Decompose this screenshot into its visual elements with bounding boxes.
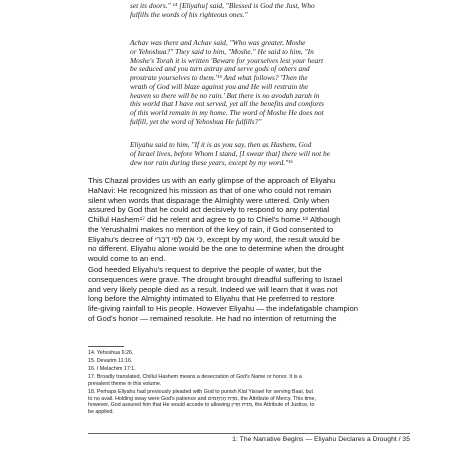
quote-eliyahu	[130, 141, 402, 167]
quote-line: fulfill, yet the word of Yehoshua He fulfills?"	[130, 116, 262, 126]
footnote-17-line: 17. Broadly translated, Chillul Hashem means a desecration of God's Name or honor. It is a	[88, 374, 302, 381]
footnote-16: 16. I Melachim 17:1.	[88, 366, 136, 373]
body-line: Eliyahu's decree of כִּי אִם לְפִי דְבָרִי, except by my word, the result would be	[88, 234, 340, 244]
quote-line: be seduced and you turn astray and serve gods of others and	[130, 64, 310, 74]
body-line: This Chazal provides us with an early glimpse of the approach of Eliyahu	[88, 176, 336, 185]
footnotes	[88, 350, 410, 415]
quote-line: Achav was there and Achav said, "Who was greater, Moshe	[130, 38, 306, 47]
body-line: God heeded Eliyahu's request to deprive the people of water, but the	[88, 265, 322, 274]
quote-line: prostrate yourselves to them.'¹⁵ And what follows? 'Then the	[130, 73, 308, 82]
body-line: long before the Almighty intimated to Eliyahu that He preferred to restore	[88, 294, 335, 304]
footnote-divider	[88, 346, 124, 347]
quote-line: of this world remain in my home. The word of Moshe He does not	[130, 108, 324, 117]
quote-line: of Israel lives, before Whom I stand, [I swear that] there will not be	[130, 148, 331, 158]
body-line: silent when words that disparage the Almighty were uttered. Only when	[88, 195, 330, 205]
body-line: life-giving rainfall to His people. However Eliyahu — the indefatigable champion	[88, 304, 359, 313]
quote-line: set its doors." ¹⁴ [Eliyahu] said, "Blessed is God the Just, Who	[130, 1, 315, 10]
running-head-rule	[88, 433, 410, 434]
body-line: the Yerushalmi makes no mention of the key of rain, if God consented to	[88, 224, 334, 234]
quote-achav	[130, 39, 402, 127]
body-line: HaNavi: He recognized his mission as that of one who could not remain	[88, 185, 332, 195]
quote-line: fulfills the words of his righteous ones."	[130, 9, 248, 19]
quote-line: wrath of God will blaze against you and He will restrain the	[130, 81, 309, 91]
footnote-17-line: prevalent theme in this volume.	[88, 380, 162, 387]
body-line: and very likely people died as a result. Indeed we will learn that it was not	[88, 284, 338, 294]
quote-line: this world that I have not served, yet all the benefits and comforts	[130, 99, 324, 109]
running-head: 1: The Narrative Begins — Eliyahu Declares a Drought / 35	[232, 436, 410, 443]
footnote-18-line: however, God assured him that He would accede to allowing מִדַּת הַדִּין, the Attribute of Justice, to	[88, 402, 315, 409]
quote-line: Eliyahu said to him, "If it is as you say, then as Hashem, God	[130, 140, 312, 149]
quote-line: dew nor rain during these years, except by my word."¹⁶	[130, 157, 293, 167]
body-line: Chillul Hashem¹⁷ did he relent and agree to go to Chiel's home.¹⁸ Although	[88, 215, 341, 224]
footnote-18-line: 18. Perhaps Eliyahu had previously pleaded with God to punish Klal Yisrael for serving Baal, but	[88, 388, 313, 395]
quote-top	[130, 2, 402, 20]
footnote-18-line: be applied.	[88, 408, 114, 415]
footnote-15: 15. Devarim 11:16.	[88, 358, 133, 365]
quote-line: Moshe's Torah it is written 'Beware for yourselves lest your heart	[130, 55, 324, 65]
footnote-14: 14. Yehoshua 6:26.	[88, 350, 134, 356]
body-paragraph-2	[88, 265, 410, 324]
quote-line: or Yehoshua?" They said to him, "Moshe." He said to him, "In	[130, 46, 314, 56]
body-line: would come to an end.	[88, 254, 166, 263]
quote-line: heaven so there will be no rain.' But there is no avodah zarah in	[130, 90, 320, 100]
body-line: of God's honor — remained resolute. He had no intention of returning the	[88, 313, 337, 323]
body-line: no different. Eliyahu alone would be the one to determine when the drought	[88, 244, 344, 254]
body-line: assured by God that he could act decisively to respond to any potential	[88, 205, 330, 215]
footnote-18-line: to no avail. Holding sway were God's patience and מִדַּת הָרַחֲמִים, the Attribute of Mercy. This time,	[88, 395, 316, 402]
body-paragraph-1	[88, 176, 410, 264]
body-line: consequences were grave. The drought brought dreadful suffering to Israel	[88, 274, 343, 284]
